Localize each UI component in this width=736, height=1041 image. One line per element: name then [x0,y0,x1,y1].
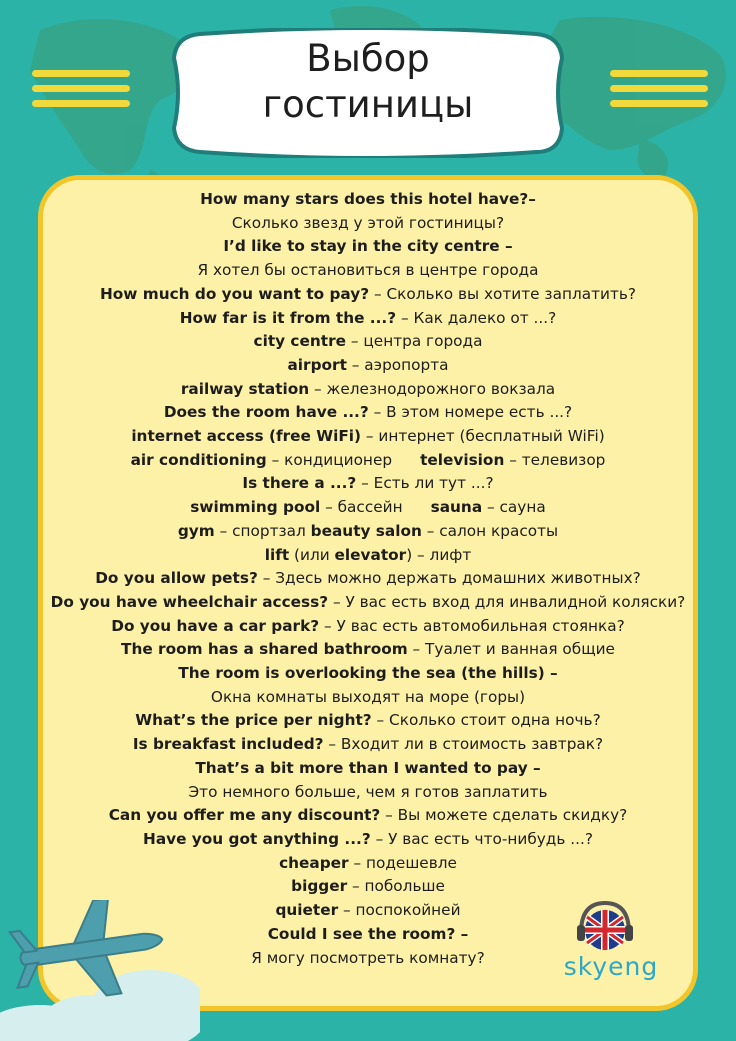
phrase-row [38,472,698,496]
russian-translation: Это немного больше, чем я готов заплатить [188,782,548,801]
russian-translation: – железнодорожного вокзала [309,379,556,398]
english-phrase: gym [177,521,215,540]
english-phrase: Can you offer me any discount? [108,806,381,825]
page-title [170,36,566,128]
russian-translation: (или [289,545,335,564]
decor-stripes-left [32,70,130,115]
russian-translation: – сауна [482,498,546,517]
russian-translation: – подешевле [348,853,457,872]
english-phrase: The room is overlooking the sea (the hills) – [178,664,558,683]
russian-translation: – побольше [347,877,445,896]
russian-translation: ) – лифт [406,545,472,564]
phrase-row [38,354,698,378]
phrase-row [38,567,698,591]
phrase-row [38,283,698,307]
phrase-row [38,188,698,212]
phrase-row [38,401,698,425]
russian-translation: – Сколько стоит одна ночь? [371,711,601,730]
english-phrase: Do you have wheelchair access? [50,592,329,611]
phrase-list [38,188,698,970]
russian-translation: – центра города [346,332,483,351]
phrase-row [38,615,698,639]
phrase-row [38,733,698,757]
russian-translation: – бассейн [320,498,403,517]
phrase-row [38,544,698,568]
russian-translation: – Вы можете сделать скидку? [380,806,628,825]
russian-translation: Я хотел бы остановиться в центре города [197,261,539,280]
phrase-row [38,709,698,733]
phrase-row [38,307,698,331]
russian-translation: Сколько звезд у этой гостиницы? [231,213,505,232]
logo-text: skyeng [563,952,659,981]
russian-translation: – В этом номере есть ...? [368,403,573,422]
english-phrase: How far is it from the ...? [179,308,397,327]
english-phrase: Does the room have ...? [163,403,369,422]
russian-translation: – Как далеко от ...? [396,308,557,327]
russian-translation: – интернет (бесплатный WiFi) [361,427,605,446]
english-phrase: elevator [334,545,407,564]
phrase-row [38,591,698,615]
english-phrase: How many stars does this hotel have?– [200,190,536,208]
english-phrase: Is there a ...? [242,474,357,493]
english-phrase: cheaper [279,853,349,872]
english-phrase: swimming pool [190,498,321,517]
english-phrase: lift [264,545,290,564]
english-phrase: That’s a bit more than I wanted to pay – [195,758,541,777]
english-phrase: sauna [430,498,483,517]
phrase-row [38,662,698,686]
phrase-row [38,425,698,449]
english-phrase: air conditioning [130,450,267,469]
phrase-row [38,449,698,473]
english-phrase: Is breakfast included? [132,735,324,754]
english-phrase: I’d like to stay in the city centre – [223,237,513,256]
russian-translation: – Туалет и ванная общие [407,640,615,659]
english-phrase: Do you allow pets? [95,569,258,588]
russian-translation: – У вас есть вход для инвалидной коляски? [328,592,686,611]
english-phrase: Have you got anything ...? [143,829,371,848]
english-phrase: Do you have a car park? [111,616,320,635]
russian-translation: – спортзал [214,521,311,540]
english-phrase: internet access (free WiFi) [131,427,362,446]
russian-translation: Окна комнаты выходят на море (горы) [210,687,526,706]
english-phrase: The room has a shared bathroom [121,640,408,659]
english-phrase: television [420,450,505,469]
phrase-row [38,638,698,662]
phrase-row [38,330,698,354]
russian-translation: – У вас есть автомобильная стоянка? [319,616,625,635]
russian-translation: – Сколько вы хотите заплатить? [369,284,636,303]
airplane-icon [0,900,200,1041]
russian-translation: – поспокойней [338,901,461,920]
russian-translation: Я могу посмотреть комнату? [251,948,485,967]
phrase-row [38,496,698,520]
phrase-row [38,520,698,544]
phrase-row [38,757,698,781]
english-phrase: How much do you want to pay? [99,284,370,303]
english-phrase: bigger [291,877,348,896]
phrase-row [38,828,698,852]
phrase-row [38,212,698,236]
phrase-row [38,852,698,876]
title-line-2: гостиницы [262,83,474,126]
phrase-row [38,686,698,710]
english-phrase: airport [287,355,347,374]
phrase-row [38,378,698,402]
russian-translation: – Входит ли в стоимость завтрак? [323,735,604,754]
english-phrase: What’s the price per night? [135,711,372,730]
english-phrase: quieter [275,901,339,920]
english-phrase: Could I see the room? – [267,924,469,943]
phrase-row [38,781,698,805]
phrase-row [38,235,698,259]
decor-stripes-right [610,70,708,115]
phrase-row [38,804,698,828]
russian-translation: – аэропорта [346,355,449,374]
title-line-1: Выбор [306,37,430,80]
russian-translation: – салон красоты [421,521,559,540]
english-phrase: beauty salon [310,521,422,540]
russian-translation: – телевизор [504,450,606,469]
english-phrase: railway station [180,379,310,398]
russian-translation: – кондиционер [266,450,393,469]
english-phrase: city centre [253,332,346,351]
russian-translation: – Здесь можно держать домашних животных? [257,569,641,588]
russian-translation: – Есть ли тут ...? [356,474,494,493]
russian-translation: – У вас есть что-нибудь ...? [370,829,593,848]
phrase-row [38,259,698,283]
